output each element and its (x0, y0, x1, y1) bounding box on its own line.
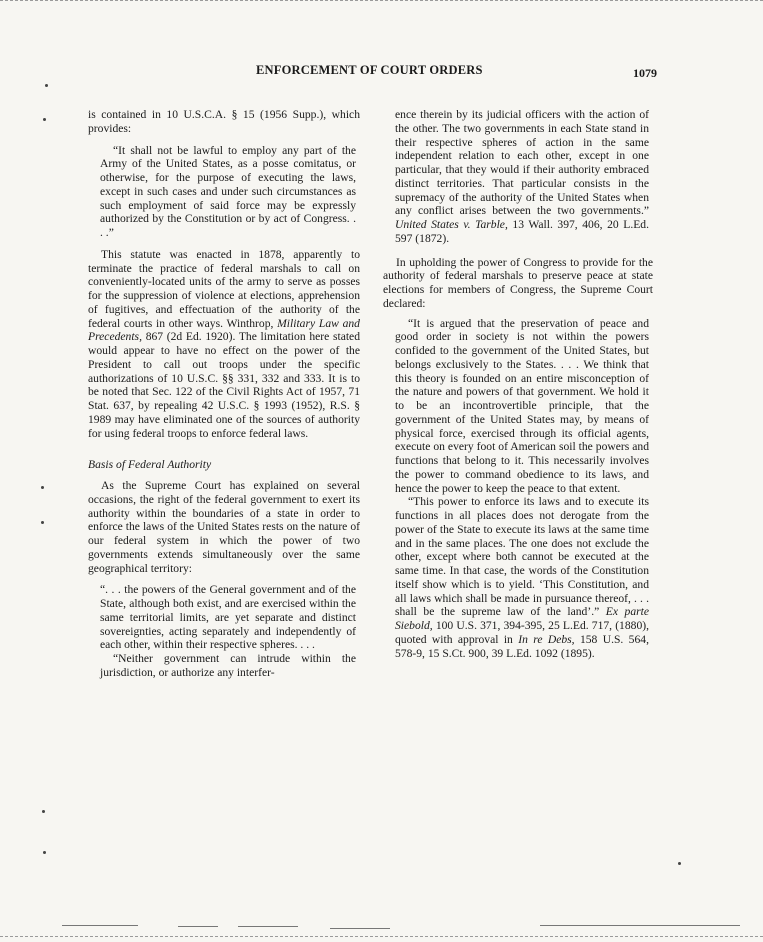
section-heading: Basis of Federal Authority (88, 458, 212, 472)
quote-supremacy (395, 495, 649, 660)
page-number: 1079 (633, 66, 657, 80)
bottom-scan-edge (0, 936, 763, 937)
scan-speck (678, 862, 681, 865)
quote-continuation (395, 108, 649, 246)
scan-speck (42, 810, 45, 813)
quote-continuation-text: ence therein by its judicial officers with the action of the other. The two governments in each State stand in their respective spheres of action in the same independent relation to each other, except in one particular, that they would if their authority embraced distinct territories. That particular consists in the supremacy of the authority of the United States when any conflict arises between the two governments.” (395, 108, 649, 218)
scan-line (178, 926, 218, 927)
quote-supremacy-text: “This power to enforce its laws and to execute its functions in all places does not derogate from the power of the State to execute its laws at the same time and in the same places. The one does not exclude the other, except where both cannot be executed at the same time. In that case, the words of the Constitution itself show which is to yield. ‘This Constitution, and all laws which shall be made in pursuance thereof, . . . shall be the supreme law of the land’.” (395, 495, 649, 619)
scan-line (62, 925, 138, 926)
top-scan-edge (0, 0, 763, 1)
scan-speck (43, 851, 46, 854)
citation-tarble-reporter: 13 Wall. 397, 406, 20 L.Ed. 597 (1872). (395, 218, 650, 245)
citation-debs-reporter: 158 U.S. 564, 578-9, 15 S.Ct. 900, 39 L.Ed. 1092 (1895). (395, 632, 649, 660)
paragraph-history-text-a: This statute was enacted in 1878, apparently to terminate the practice of federal marshals to call on conveniently-located units of the army to serve as posses for the suppression of violence at elections, apprehension of fugitives, and effectuation of the authority of the federal courts in other ways. Winthrop, (88, 247, 360, 330)
citation-siebold-reporter: 100 U.S. 371, 394-395, 25 L.Ed. 717, (1880), quoted with approval in (395, 619, 650, 646)
scan-line (330, 928, 390, 929)
scan-speck (41, 486, 44, 489)
quote-statute: “It shall not be lawful to employ any part of the Army of the United States, as a posse comitatus, or otherwise, for the purpose of executing the laws, except in such cases and under such circumstances as such employment of said force may be expressly authorized by the Constitution or by act of Congress. . . .” (100, 143, 356, 239)
quote-neither-government: “Neither government can intrude within the jurisdiction, or authorize any interfer- (100, 652, 356, 679)
scan-speck (45, 84, 48, 87)
paragraph-federal-authority: As the Supreme Court has explained on several occasions, the right of the federal government to exert its authority within the boundaries of a state in order to enforce the laws of the United States rests on the nature of our federal system in which the power of two governments extends simultaneously over the same geographical territory: (88, 479, 360, 575)
citation-debs: In re Debs, (518, 632, 575, 646)
scan-speck (41, 521, 44, 524)
citation-siebold: Ex parte Siebold, (395, 605, 649, 632)
paragraph-history-text-b: 867 (2d Ed. 1920). The limitation here stated would appear to have no effect on the power of the President to call out troops under the specific authorizations of 10 U.S.C. §§ 331, 332 and 333. It is to be noted that Sec. 122 of the Civil Rights Act of 1957, 71 Stat. 637, by repealing 42 U.S.C. § 1993 (1952), R.S. § 1989 may have eliminated one of the sources of authority for using federal troops to enforce federal laws. (88, 330, 361, 440)
paragraph-history (88, 248, 360, 441)
right-column (383, 108, 653, 660)
citation-tarble: United States v. Tarble, (395, 218, 508, 231)
quote-preservation: “It is argued that the preservation of peace and good order in society is not within the powers confided to the government of the United States, but belongs exclusively to the States. . . . We think that this theory is founded on an entire misconception of the nature and powers of that government. We hold it to be an incontrovertible principle, that the government of the United States may, by means of physical force, exercised through its official agents, execute on every foot of American soil the powers and functions that belong to it. This necessarily involves the power to command obedience to its laws, and hence the power to keep the peace to that extent. (395, 316, 649, 495)
quote-powers: “. . . the powers of the General government and of the State, although both exist, and are exercised within the same territorial limits, are yet separate and distinct sovereignties, acting separately and independently of each other, within their respective spheres. . . . (100, 583, 356, 652)
left-column (88, 108, 360, 680)
paragraph-upholding: In upholding the power of Congress to provide for the authority of federal marshals to preserve peace at state elections for members of Congress, the Supreme Court declared: (383, 255, 653, 310)
scan-line (238, 926, 298, 927)
citation-winthrop: Military Law and Precedents, (88, 316, 360, 344)
scan-line (540, 925, 740, 926)
running-head: ENFORCEMENT OF COURT ORDERS (256, 63, 483, 77)
paragraph-intro: is contained in 10 U.S.C.A. § 15 (1956 Supp.), which provides: (88, 108, 360, 135)
scan-speck (43, 118, 46, 121)
